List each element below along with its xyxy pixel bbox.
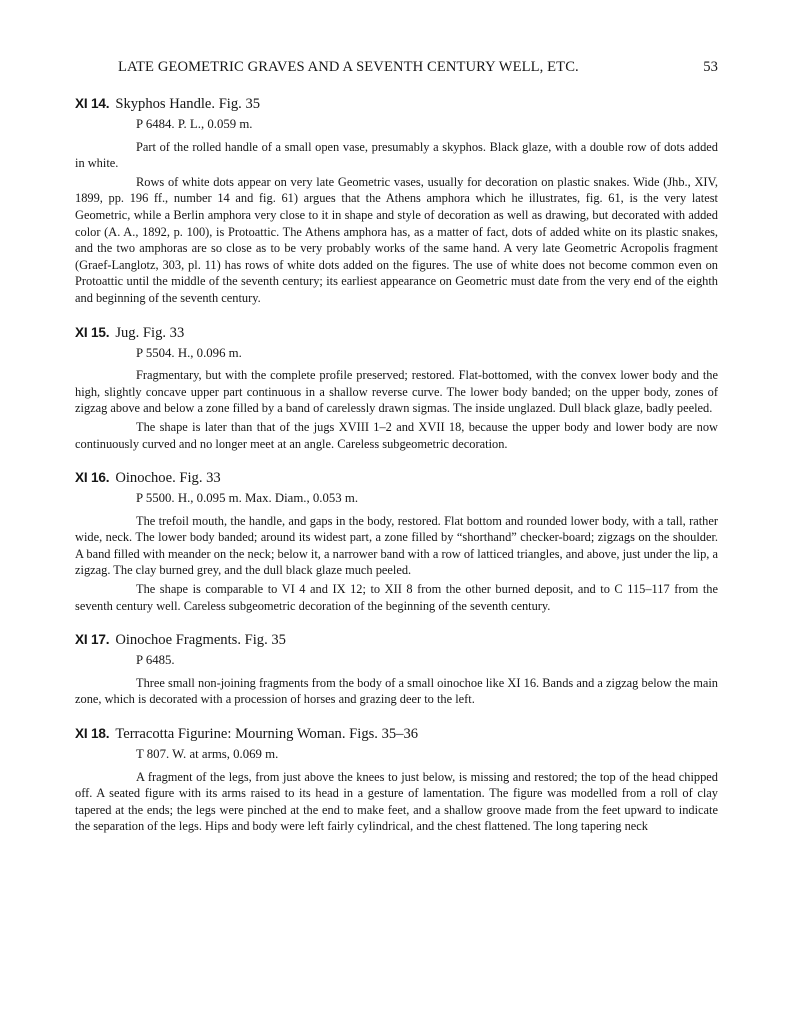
entry-meta: T 807. W. at arms, 0.069 m. [136, 747, 279, 762]
entry-paragraph: Part of the rolled handle of a small open vase, presumably a skyphos. Black glaze, with a double row of dots added in white. [75, 139, 718, 171]
entry-title: Terracotta Figurine: Mourning Woman. Figs. 35–36 [115, 726, 419, 743]
entry-meta: P 5504. H., 0.096 m. [136, 345, 242, 360]
entry-id: XI 18. [75, 726, 110, 742]
entry-paragraph: Fragmentary, but with the complete profile preserved; restored. Flat-bottomed, with the convex lower body and the high, slightly concave upper part continuous in a shallow reverse curve. The lower body banded; on the upper body, zones of zigzag above and below a zone filled by a band of carelessly drawn sigmas. The inside unglazed. Dull black glaze, badly peeled. [75, 368, 718, 416]
document-body [75, 94, 718, 835]
entry-heading [75, 323, 718, 343]
entry-meta: P 5500. H., 0.095 m. Max. Diam., 0.053 m. [136, 491, 359, 506]
entry-paragraph: Three small non-joining fragments from the body of a small oinochoe like XI 16. Bands and a zigzag below the main zone, which is decorated with a procession of horses and grazing deer to the left. [75, 675, 718, 707]
entry-heading [75, 468, 718, 488]
entry-paragraph: The trefoil mouth, the handle, and gaps in the body, restored. Flat bottom and rounded lower body, with a tall, rather wide, neck. The lower body banded; around its widest part, a zone filled by “shorthand” checker-board; zigzags on the shoulder. A band filled with meander on the neck; below it, a narrower band with a row of latticed triangles, and above, just under the lip, a zigzag. The clay burned grey, and the dull black glaze much peeled. [75, 513, 718, 578]
header-title: LATE GEOMETRIC GRAVES AND A SEVENTH CENTURY WELL, ETC. [118, 59, 579, 75]
entry-paragraph: A fragment of the legs, from just above the knees to just below, is missing and restored; the top of the head chipped off. A seated figure with its arms raised to its head in a gesture of lamentation. The figure was modelled from a roll of clay tapered at the ends; the legs were pinched at the end to make feet, and a shallow groove made from the feet upward to indicate the separation of the legs. Hips and body were left fairly cylindrical, and the chest flattened. The long tapering neck [75, 769, 718, 834]
entry-id: XI 15. [75, 324, 110, 340]
entry-title: Oinochoe. Fig. 33 [115, 470, 221, 487]
entry-heading [75, 94, 718, 114]
entry-meta: P 6485. [136, 653, 175, 668]
entry-title: Jug. Fig. 33 [115, 324, 185, 341]
entry-title: Skyphos Handle. Fig. 35 [115, 96, 261, 112]
entry-paragraph: Rows of white dots appear on very late Geometric vases, usually for decoration on plastic snakes. Wide (Jhb., XIV, 1899, pp. 196 ff., number 14 and fig. 61) argues that the Athens amphora which he illustrates, fig. 61, is the very latest Geometric, while a Berlin amphora very close to it in shape and style of decoration as well as drawing, but decorated with added color (A. A., 1892, p. 100), is Protoattic. The Athens amphora has, as a matter of fact, dots of added white on its plastic snakes, and the two amphoras are so close as to be very probably works of the same hand. A very late Geometric Acropolis fragment (Graef-Langlotz, 303, pl. 11) has rows of white dots added on the figures. The use of white does not become common even on Protoattic until the middle of the seventh century; its earliest appearance on Geometric must date from the very end of the eighth and beginning of the seventh century. [75, 174, 718, 305]
entry-meta: P 6484. P. L., 0.059 m. [136, 117, 253, 131]
entry-paragraph: The shape is comparable to VI 4 and IX 12; to XII 8 from the other burned deposit, and to C 115–117 from the seventh century well. Careless subgeometric decoration of the beginning of the seventh century. [75, 582, 718, 613]
entry-id: XI 16. [75, 470, 110, 486]
entry-id: XI 17. [75, 632, 110, 648]
entry-paragraph: The shape is later than that of the jugs XVIII 1–2 and XVII 18, because the upper body and lower body are now continuously curved and no longer meet at an angle. Careless subgeometric decoration. [75, 419, 718, 451]
entry-heading [75, 724, 718, 744]
catalogue-entry-xi-16 [75, 468, 718, 614]
catalogue-entry-xi-15 [75, 323, 718, 453]
catalogue-entry-xi-17 [75, 630, 718, 708]
catalogue-entry-xi-14 [75, 94, 718, 307]
entry-heading [75, 630, 718, 650]
entry-title: Oinochoe Fragments. Fig. 35 [115, 632, 286, 649]
catalogue-entry-xi-18 [75, 724, 718, 835]
entry-id: XI 14. [75, 96, 110, 111]
page-number: 53 [703, 59, 718, 75]
